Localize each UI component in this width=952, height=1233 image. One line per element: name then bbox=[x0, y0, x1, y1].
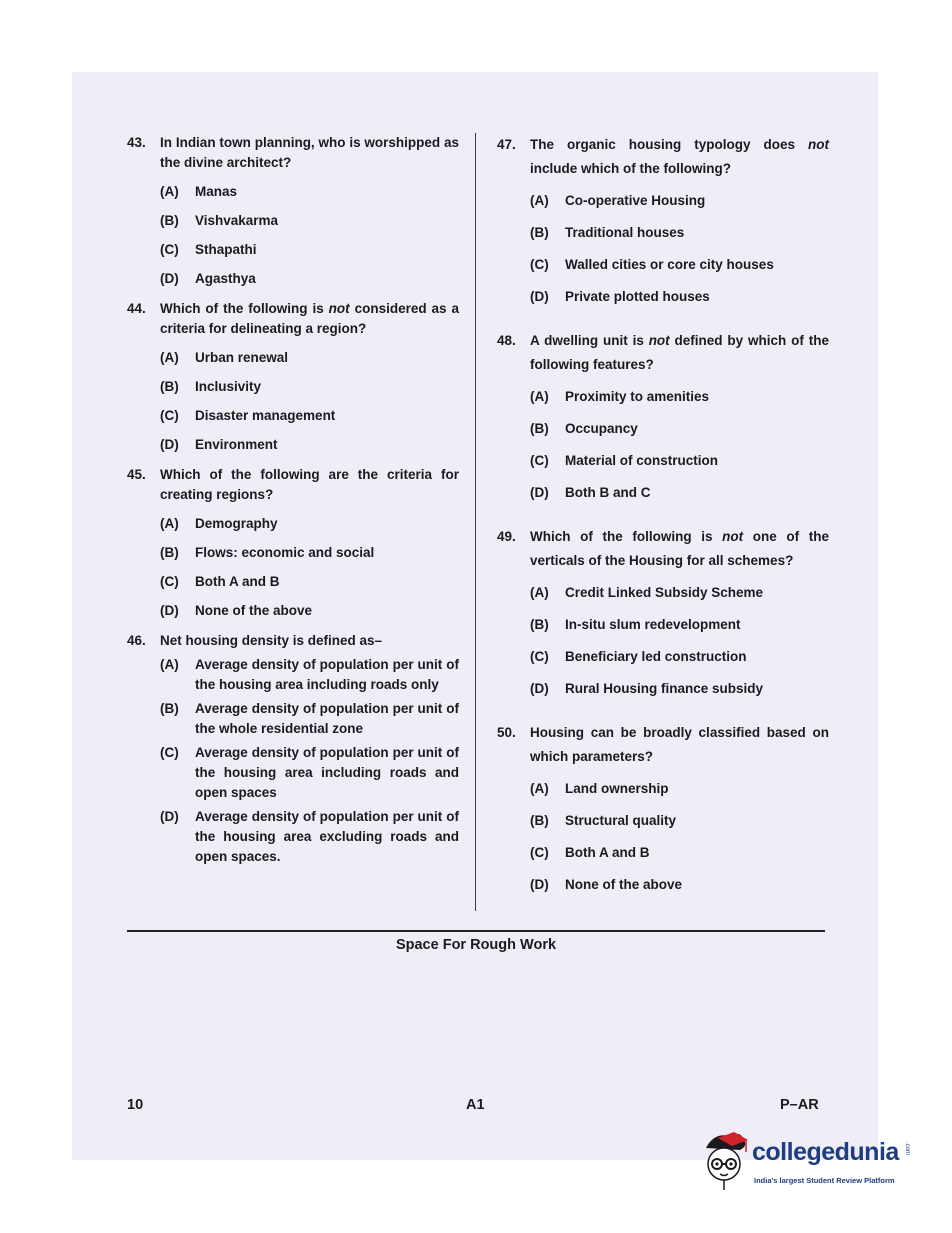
option-a bbox=[127, 348, 459, 368]
option-label: (B) bbox=[160, 701, 179, 716]
column-divider bbox=[475, 133, 476, 911]
question-emphasis: not bbox=[328, 301, 350, 316]
question-number: 48. bbox=[497, 333, 516, 348]
question-44 bbox=[127, 299, 459, 455]
question-text-part: considered as a criteria for delineating a region? bbox=[160, 301, 459, 336]
option-text: Sthapathi bbox=[195, 242, 257, 257]
option-text: Average density of population per unit of the housing area including roads and open spaces bbox=[195, 745, 459, 800]
left-question-column bbox=[127, 133, 459, 867]
rough-work-heading: Space For Rough Work bbox=[395, 937, 557, 953]
option-label: (B) bbox=[160, 545, 179, 560]
option-text: Disaster management bbox=[195, 408, 336, 423]
question-text bbox=[530, 525, 829, 573]
option-a bbox=[127, 514, 459, 534]
question-text-part: defined by which of the following features? bbox=[530, 333, 829, 372]
option-c bbox=[497, 841, 829, 865]
option-label: (D) bbox=[530, 485, 549, 500]
option-label: (B) bbox=[160, 213, 179, 228]
option-label: (D) bbox=[160, 271, 179, 286]
question-text-part: Which of the following is bbox=[160, 301, 329, 316]
option-b bbox=[127, 377, 459, 397]
option-text: Inclusivity bbox=[195, 379, 262, 394]
option-c bbox=[497, 253, 829, 277]
option-label: (C) bbox=[530, 453, 549, 468]
question-text: Which of the following are the criteria for creating regions? bbox=[160, 467, 459, 502]
option-c bbox=[127, 743, 459, 803]
option-label: (C) bbox=[160, 745, 179, 760]
option-b bbox=[127, 699, 459, 739]
option-label: (B) bbox=[530, 421, 549, 436]
option-label: (C) bbox=[160, 242, 179, 257]
option-text: Credit Linked Subsidy Scheme bbox=[565, 585, 764, 600]
question-emphasis: not bbox=[808, 137, 829, 152]
question-46 bbox=[127, 631, 459, 867]
option-label: (D) bbox=[530, 877, 549, 892]
option-a bbox=[497, 777, 829, 801]
option-b bbox=[497, 809, 829, 833]
question-number: 50. bbox=[497, 725, 516, 740]
option-d bbox=[497, 285, 829, 309]
option-a bbox=[127, 655, 459, 695]
question-emphasis: not bbox=[648, 333, 670, 348]
option-label: (A) bbox=[530, 193, 549, 208]
option-text: Average density of population per unit of the whole residential zone bbox=[195, 701, 459, 736]
option-text: Structural quality bbox=[565, 813, 677, 828]
option-label: (D) bbox=[530, 289, 549, 304]
option-label: (C) bbox=[530, 257, 549, 272]
option-label: (A) bbox=[160, 657, 179, 672]
option-label: (D) bbox=[160, 603, 179, 618]
question-45 bbox=[127, 465, 459, 621]
option-text: Average density of population per unit of the housing area excluding roads and open spaces. bbox=[195, 809, 459, 864]
option-c bbox=[127, 406, 459, 426]
option-a bbox=[497, 581, 829, 605]
brand-name: collegedunia bbox=[752, 1138, 899, 1166]
option-label: (B) bbox=[160, 379, 179, 394]
question-text-part: Which of the following is bbox=[530, 529, 723, 544]
option-text: Rural Housing finance subsidy bbox=[565, 681, 764, 696]
option-a bbox=[497, 385, 829, 409]
option-d bbox=[127, 269, 459, 289]
option-label: (A) bbox=[160, 350, 179, 365]
collegedunia-watermark bbox=[700, 1128, 930, 1198]
option-label: (C) bbox=[160, 574, 179, 589]
question-number: 47. bbox=[497, 137, 516, 152]
option-c bbox=[127, 240, 459, 260]
option-b bbox=[497, 417, 829, 441]
question-47 bbox=[497, 133, 829, 309]
page-number: 10 bbox=[127, 1097, 144, 1113]
option-text: Demography bbox=[195, 516, 278, 531]
option-label: (B) bbox=[530, 617, 549, 632]
question-43 bbox=[127, 133, 459, 289]
option-label: (A) bbox=[530, 781, 549, 796]
question-text bbox=[160, 299, 459, 339]
option-text: In-situ slum redevelopment bbox=[565, 617, 741, 632]
option-text: Both A and B bbox=[565, 845, 650, 860]
question-50 bbox=[497, 721, 829, 897]
option-text: Flows: economic and social bbox=[195, 545, 375, 560]
option-text: Co-operative Housing bbox=[565, 193, 706, 208]
question-number: 46. bbox=[127, 633, 146, 648]
option-b bbox=[127, 211, 459, 231]
option-b bbox=[497, 613, 829, 637]
option-label: (D) bbox=[160, 809, 179, 824]
option-text: None of the above bbox=[195, 603, 313, 618]
option-text: Walled cities or core city houses bbox=[565, 257, 774, 272]
option-text: Occupancy bbox=[565, 421, 638, 436]
option-d bbox=[127, 601, 459, 621]
option-label: (B) bbox=[530, 813, 549, 828]
option-c bbox=[127, 572, 459, 592]
option-b bbox=[127, 543, 459, 563]
option-b bbox=[497, 221, 829, 245]
brand-suffix: .com bbox=[904, 1142, 910, 1156]
brand-tagline: India's largest Student Review Platform bbox=[754, 1176, 895, 1185]
option-label: (C) bbox=[530, 649, 549, 664]
question-text-part: one of the verticals of the Housing for all schemes? bbox=[530, 529, 830, 568]
question-48 bbox=[497, 329, 829, 505]
horizontal-rule bbox=[127, 930, 825, 932]
option-text: Beneficiary led construction bbox=[565, 649, 747, 664]
option-label: (A) bbox=[160, 516, 179, 531]
question-text-part: include which of the following? bbox=[530, 161, 731, 176]
option-label: (A) bbox=[160, 184, 179, 199]
option-d bbox=[127, 807, 459, 867]
option-label: (C) bbox=[160, 408, 179, 423]
question-number: 45. bbox=[127, 467, 146, 482]
option-d bbox=[497, 873, 829, 897]
option-d bbox=[497, 677, 829, 701]
option-c bbox=[497, 645, 829, 669]
question-text bbox=[530, 133, 829, 181]
option-label: (B) bbox=[530, 225, 549, 240]
question-emphasis: not bbox=[722, 529, 744, 544]
option-text: Traditional houses bbox=[565, 225, 685, 240]
option-d bbox=[127, 435, 459, 455]
question-text: In Indian town planning, who is worshipped as the divine architect? bbox=[160, 135, 459, 170]
option-text: Both A and B bbox=[195, 574, 280, 589]
option-text: Environment bbox=[195, 437, 278, 452]
option-label: (D) bbox=[530, 681, 549, 696]
option-text: Vishvakarma bbox=[195, 213, 279, 228]
option-text: Agasthya bbox=[195, 271, 256, 286]
question-text-part: The organic housing typology does bbox=[530, 137, 808, 152]
option-a bbox=[127, 182, 459, 202]
paper-code: P–AR bbox=[780, 1097, 819, 1113]
option-text: Both B and C bbox=[565, 485, 651, 500]
question-text: Housing can be broadly classified based on which parameters? bbox=[530, 725, 829, 764]
question-text bbox=[530, 329, 829, 377]
booklet-series: A1 bbox=[466, 1097, 485, 1113]
question-number: 43. bbox=[127, 135, 146, 150]
option-text: Urban renewal bbox=[195, 350, 289, 365]
option-text: None of the above bbox=[565, 877, 683, 892]
question-text: Net housing density is defined as– bbox=[160, 633, 383, 648]
option-text: Material of construction bbox=[565, 453, 719, 468]
option-label: (D) bbox=[160, 437, 179, 452]
option-label: (A) bbox=[530, 585, 549, 600]
option-c bbox=[497, 449, 829, 473]
option-text: Proximity to amenities bbox=[565, 389, 710, 404]
graduate-mascot-icon bbox=[700, 1128, 750, 1198]
option-label: (A) bbox=[530, 389, 549, 404]
option-text: Average density of population per unit of the housing area including roads only bbox=[195, 657, 459, 692]
question-number: 44. bbox=[127, 301, 146, 316]
option-a bbox=[497, 189, 829, 213]
option-text: Land ownership bbox=[565, 781, 669, 796]
right-question-column bbox=[497, 133, 829, 897]
question-number: 49. bbox=[497, 529, 516, 544]
option-label: (C) bbox=[530, 845, 549, 860]
option-d bbox=[497, 481, 829, 505]
option-text: Private plotted houses bbox=[565, 289, 710, 304]
question-text-part: A dwelling unit is bbox=[530, 333, 649, 348]
option-text: Manas bbox=[195, 184, 238, 199]
question-49 bbox=[497, 525, 829, 701]
